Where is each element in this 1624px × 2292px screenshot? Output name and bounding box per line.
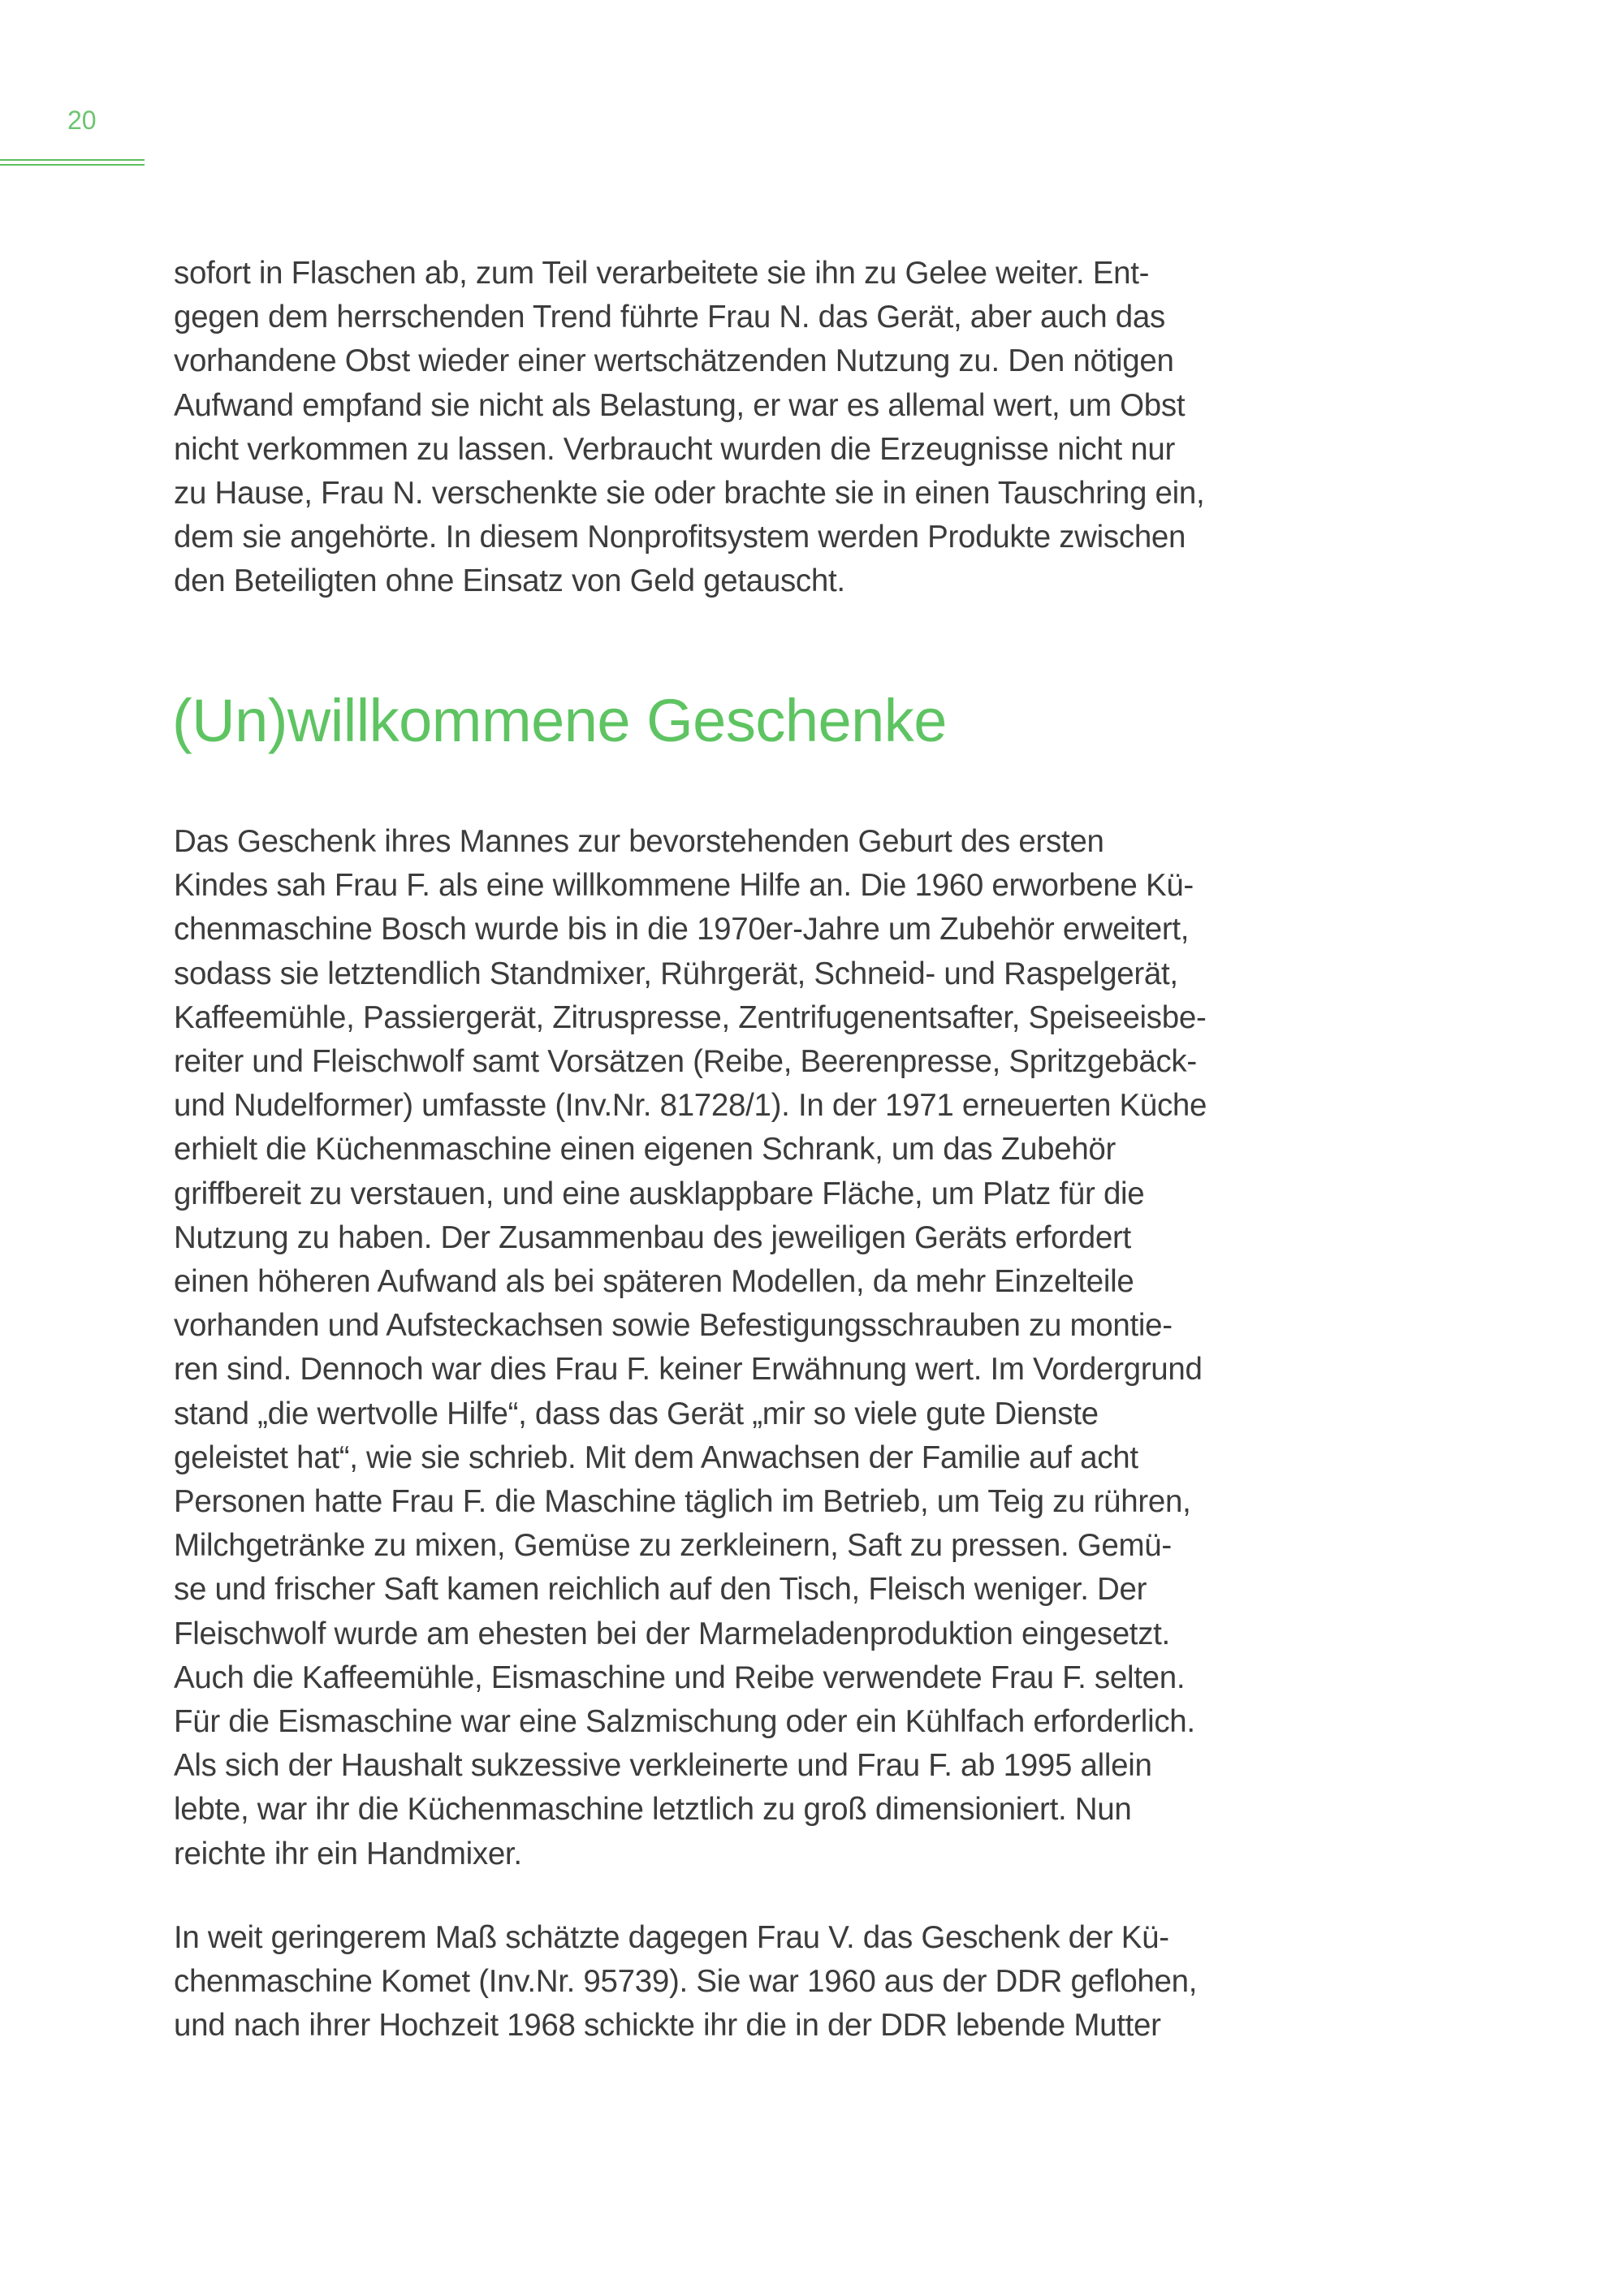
text-line: griffbereit zu verstauen, und eine ausklappbare Fläche, um Platz für die: [174, 1176, 1145, 1211]
text-line: erhielt die Küchenmaschine einen eigenen Schrank, um das Zubehör: [174, 1132, 1116, 1168]
text-line: gegen dem herrschenden Trend führte Frau N. das Gerät, aber auch das: [174, 300, 1165, 335]
text-line: und Nudelformer) umfasste (Inv.Nr. 81728/1). In der 1971 erneuerten Küche: [174, 1088, 1207, 1124]
text-line: zu Hause, Frau N. verschenkte sie oder brachte sie in einen Tauschring ein,: [174, 476, 1205, 511]
paragraph-intro: [174, 252, 1204, 604]
paragraph-body: [174, 820, 1207, 1876]
text-line: sofort in Flaschen ab, zum Teil verarbeitete sie ihn zu Gelee weiter. Ent-: [174, 256, 1150, 291]
text-line: den Beteiligten ohne Einsatz von Geld getauscht.: [174, 563, 845, 599]
text-line: Für die Eismaschine war eine Salzmischung oder ein Kühlfach erforderlich.: [174, 1704, 1195, 1740]
text-line: Aufwand empfand sie nicht als Belastung, er war es allemal wert, um Obst: [174, 387, 1186, 423]
text-line: chenmaschine Bosch wurde bis in die 1970er-Jahre um Zubehör erweitert,: [174, 912, 1190, 947]
text-line: stand „die wertvolle Hilfe“, dass das Gerät „mir so viele gute Dienste: [174, 1396, 1099, 1431]
page-number: 20: [67, 106, 97, 135]
text-line: und nach ihrer Hochzeit 1968 schickte ihr die in der DDR lebende Mutter: [174, 2008, 1161, 2044]
text-line: geleistet hat“, wie sie schrieb. Mit dem Anwachsen der Familie auf acht: [174, 1440, 1138, 1475]
text-line: vorhandene Obst wieder einer wertschätzenden Nutzung zu. Den nötigen: [174, 343, 1174, 379]
header-rule: [0, 159, 145, 161]
text-line: reichte ihr ein Handmixer.: [174, 1836, 522, 1871]
text-line: reiter und Fleischwolf samt Vorsätzen (Reibe, Beerenpresse, Spritzgebäck-: [174, 1044, 1197, 1080]
text-line: chenmaschine Komet (Inv.Nr. 95739). Sie war 1960 aus der DDR geflohen,: [174, 1964, 1198, 2000]
paragraph-continued: [174, 1916, 1197, 2048]
text-line: Kaffeemühle, Passiergerät, Zitruspresse, Zentrifugenentsafter, Speiseeisbe-: [174, 999, 1207, 1035]
text-line: sodass sie letztendlich Standmixer, Rührgerät, Schneid- und Raspelgerät,: [174, 956, 1178, 991]
text-line: In weit geringerem Maß schätzte dagegen Frau V. das Geschenk der Kü-: [174, 1920, 1169, 1955]
text-line: se und frischer Saft kamen reichlich auf den Tisch, Fleisch weniger. Der: [174, 1572, 1147, 1608]
text-line: Personen hatte Frau F. die Maschine täglich im Betrieb, um Teig zu rühren,: [174, 1484, 1191, 1520]
text-line: einen höheren Aufwand als bei späteren Modellen, da mehr Einzelteile: [174, 1264, 1134, 1300]
text-line: nicht verkommen zu lassen. Verbraucht wurden die Erzeugnisse nicht nur: [174, 431, 1176, 467]
text-line: dem sie angehörte. In diesem Nonprofitsystem werden Produkte zwischen: [174, 520, 1186, 555]
text-line: Auch die Kaffeemühle, Eismaschine und Reibe verwendete Frau F. selten.: [174, 1660, 1186, 1695]
text-line: Milchgetränke zu mixen, Gemüse zu zerkleinern, Saft zu pressen. Gemü-: [174, 1528, 1172, 1564]
text-line: Nutzung zu haben. Der Zusammenbau des jeweiligen Geräts erfordert: [174, 1219, 1131, 1255]
section-heading: (Un)willkommene Geschenke: [172, 687, 947, 754]
text-line: Kindes sah Frau F. als eine willkommene Hilfe an. Die 1960 erworbene Kü-: [174, 868, 1194, 904]
text-line: ren sind. Dennoch war dies Frau F. keiner Erwähnung wert. Im Vordergrund: [174, 1352, 1203, 1388]
text-line: vorhanden und Aufsteckachsen sowie Befestigungsschrauben zu montie-: [174, 1308, 1173, 1344]
text-line: Fleischwolf wurde am ehesten bei der Marmeladenproduktion eingesetzt.: [174, 1616, 1170, 1651]
text-line: Als sich der Haushalt sukzessive verkleinerte und Frau F. ab 1995 allein: [174, 1748, 1152, 1784]
text-line: lebte, war ihr die Küchenmaschine letztlich zu groß dimensioniert. Nun: [174, 1792, 1132, 1828]
text-line: Das Geschenk ihres Mannes zur bevorstehenden Geburt des ersten: [174, 824, 1104, 859]
header-rule-secondary: [0, 164, 145, 166]
